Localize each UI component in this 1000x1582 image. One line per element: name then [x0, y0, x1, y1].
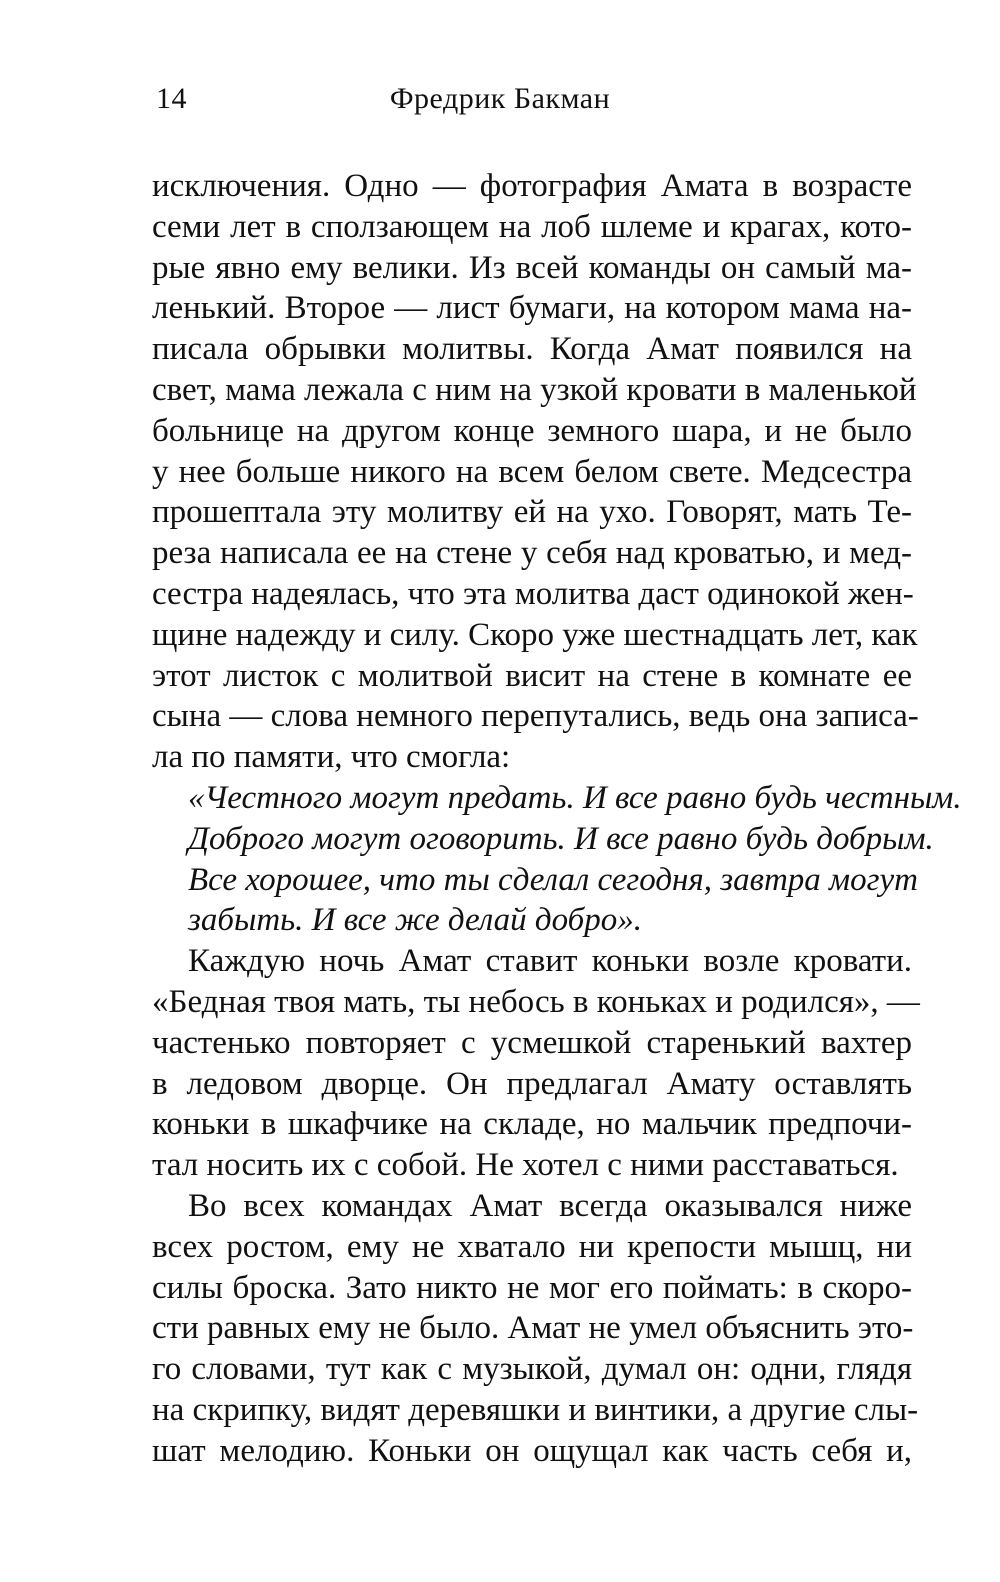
- page-number: 14: [156, 82, 187, 115]
- text-line: сестра надеялась, что эта молитва даст одинокой жен-: [152, 575, 914, 612]
- text-line: силы броска. Зато никто не мог его поймать: в скоро-: [152, 1269, 912, 1306]
- text-line: Каждую ночь Амат ставит коньки возле кровати.: [188, 943, 912, 980]
- text-line: исключения. Одно — фотография Амата в возрасте: [152, 168, 912, 204]
- body-text: [152, 166, 962, 1472]
- text-line: Во всех командах Амат всегда оказывался ниже: [188, 1187, 912, 1224]
- text-line: ла по памяти, что смогла:: [152, 739, 511, 776]
- text-line: больнице на другом конце земного шара, и не было: [152, 412, 912, 449]
- text-line: реза написала ее на стене у себя над кроватью, и мед-: [152, 535, 912, 572]
- text-line: «Бедная твоя мать, ты небось в коньках и родился», —: [152, 983, 920, 1020]
- prayer-line: Все хорошее, что ты сделал сегодня, завтра могут: [188, 861, 918, 898]
- text-line: тал носить их с собой. Не хотел с ними расставаться.: [152, 1147, 899, 1184]
- text-line: сти равных ему не было. Амат не умел объяснить это-: [152, 1310, 914, 1347]
- prayer-line: Доброго могут оговорить. И все равно будь добрым.: [188, 820, 934, 857]
- text-line: этот листок с молитвой висит на стене в комнате ее: [152, 657, 912, 694]
- text-line: свет, мама лежала с ним на узкой кровати в маленькой: [152, 371, 917, 408]
- text-line: у нее больше никого на всем белом свете. Медсестра: [152, 453, 912, 490]
- text-line: сына — слова немного перепутались, ведь она записа-: [152, 698, 919, 735]
- text-line: в ледовом дворце. Он предлагал Амату оставлять: [152, 1065, 912, 1102]
- text-line: рые явно ему велики. Из всей команды он самый ма-: [152, 249, 912, 286]
- text-line: писала обрывки молитвы. Когда Амат появился на: [152, 331, 912, 368]
- text-line: прошептала эту молитву ей на ухо. Говорят, мать Те-: [152, 494, 912, 531]
- text-line: коньки в шкафчике на складе, но мальчик предпочи-: [152, 1106, 912, 1143]
- prayer-line: забыть. И все же делай добро».: [188, 902, 642, 939]
- text-line: на скрипку, видят деревяшки и винтики, а другие слы-: [152, 1391, 919, 1428]
- text-line: всех ростом, ему не хватало ни крепости мышц, ни: [152, 1228, 912, 1265]
- text-line: щине надежду и силу. Скоро уже шестнадцать лет, как: [152, 616, 918, 653]
- text-line: семи лет в сползающем на лоб шлеме и крагах, кото-: [152, 208, 912, 245]
- running-head: [0, 78, 1000, 120]
- text-line: шат мелодию. Коньки он ощущал как часть себя и,: [152, 1432, 912, 1469]
- text-line: го словами, тут как с музыкой, думал он: одни, глядя: [152, 1351, 912, 1388]
- author-name: Фредрик Бакман: [389, 82, 611, 115]
- prayer-line: «Честного могут предать. И все равно будь честным.: [188, 779, 962, 816]
- text-line: частенько повторяет с усмешкой старенький вахтер: [152, 1024, 912, 1061]
- text-line: ленький. Второе — лист бумаги, на котором мама на-: [152, 290, 912, 327]
